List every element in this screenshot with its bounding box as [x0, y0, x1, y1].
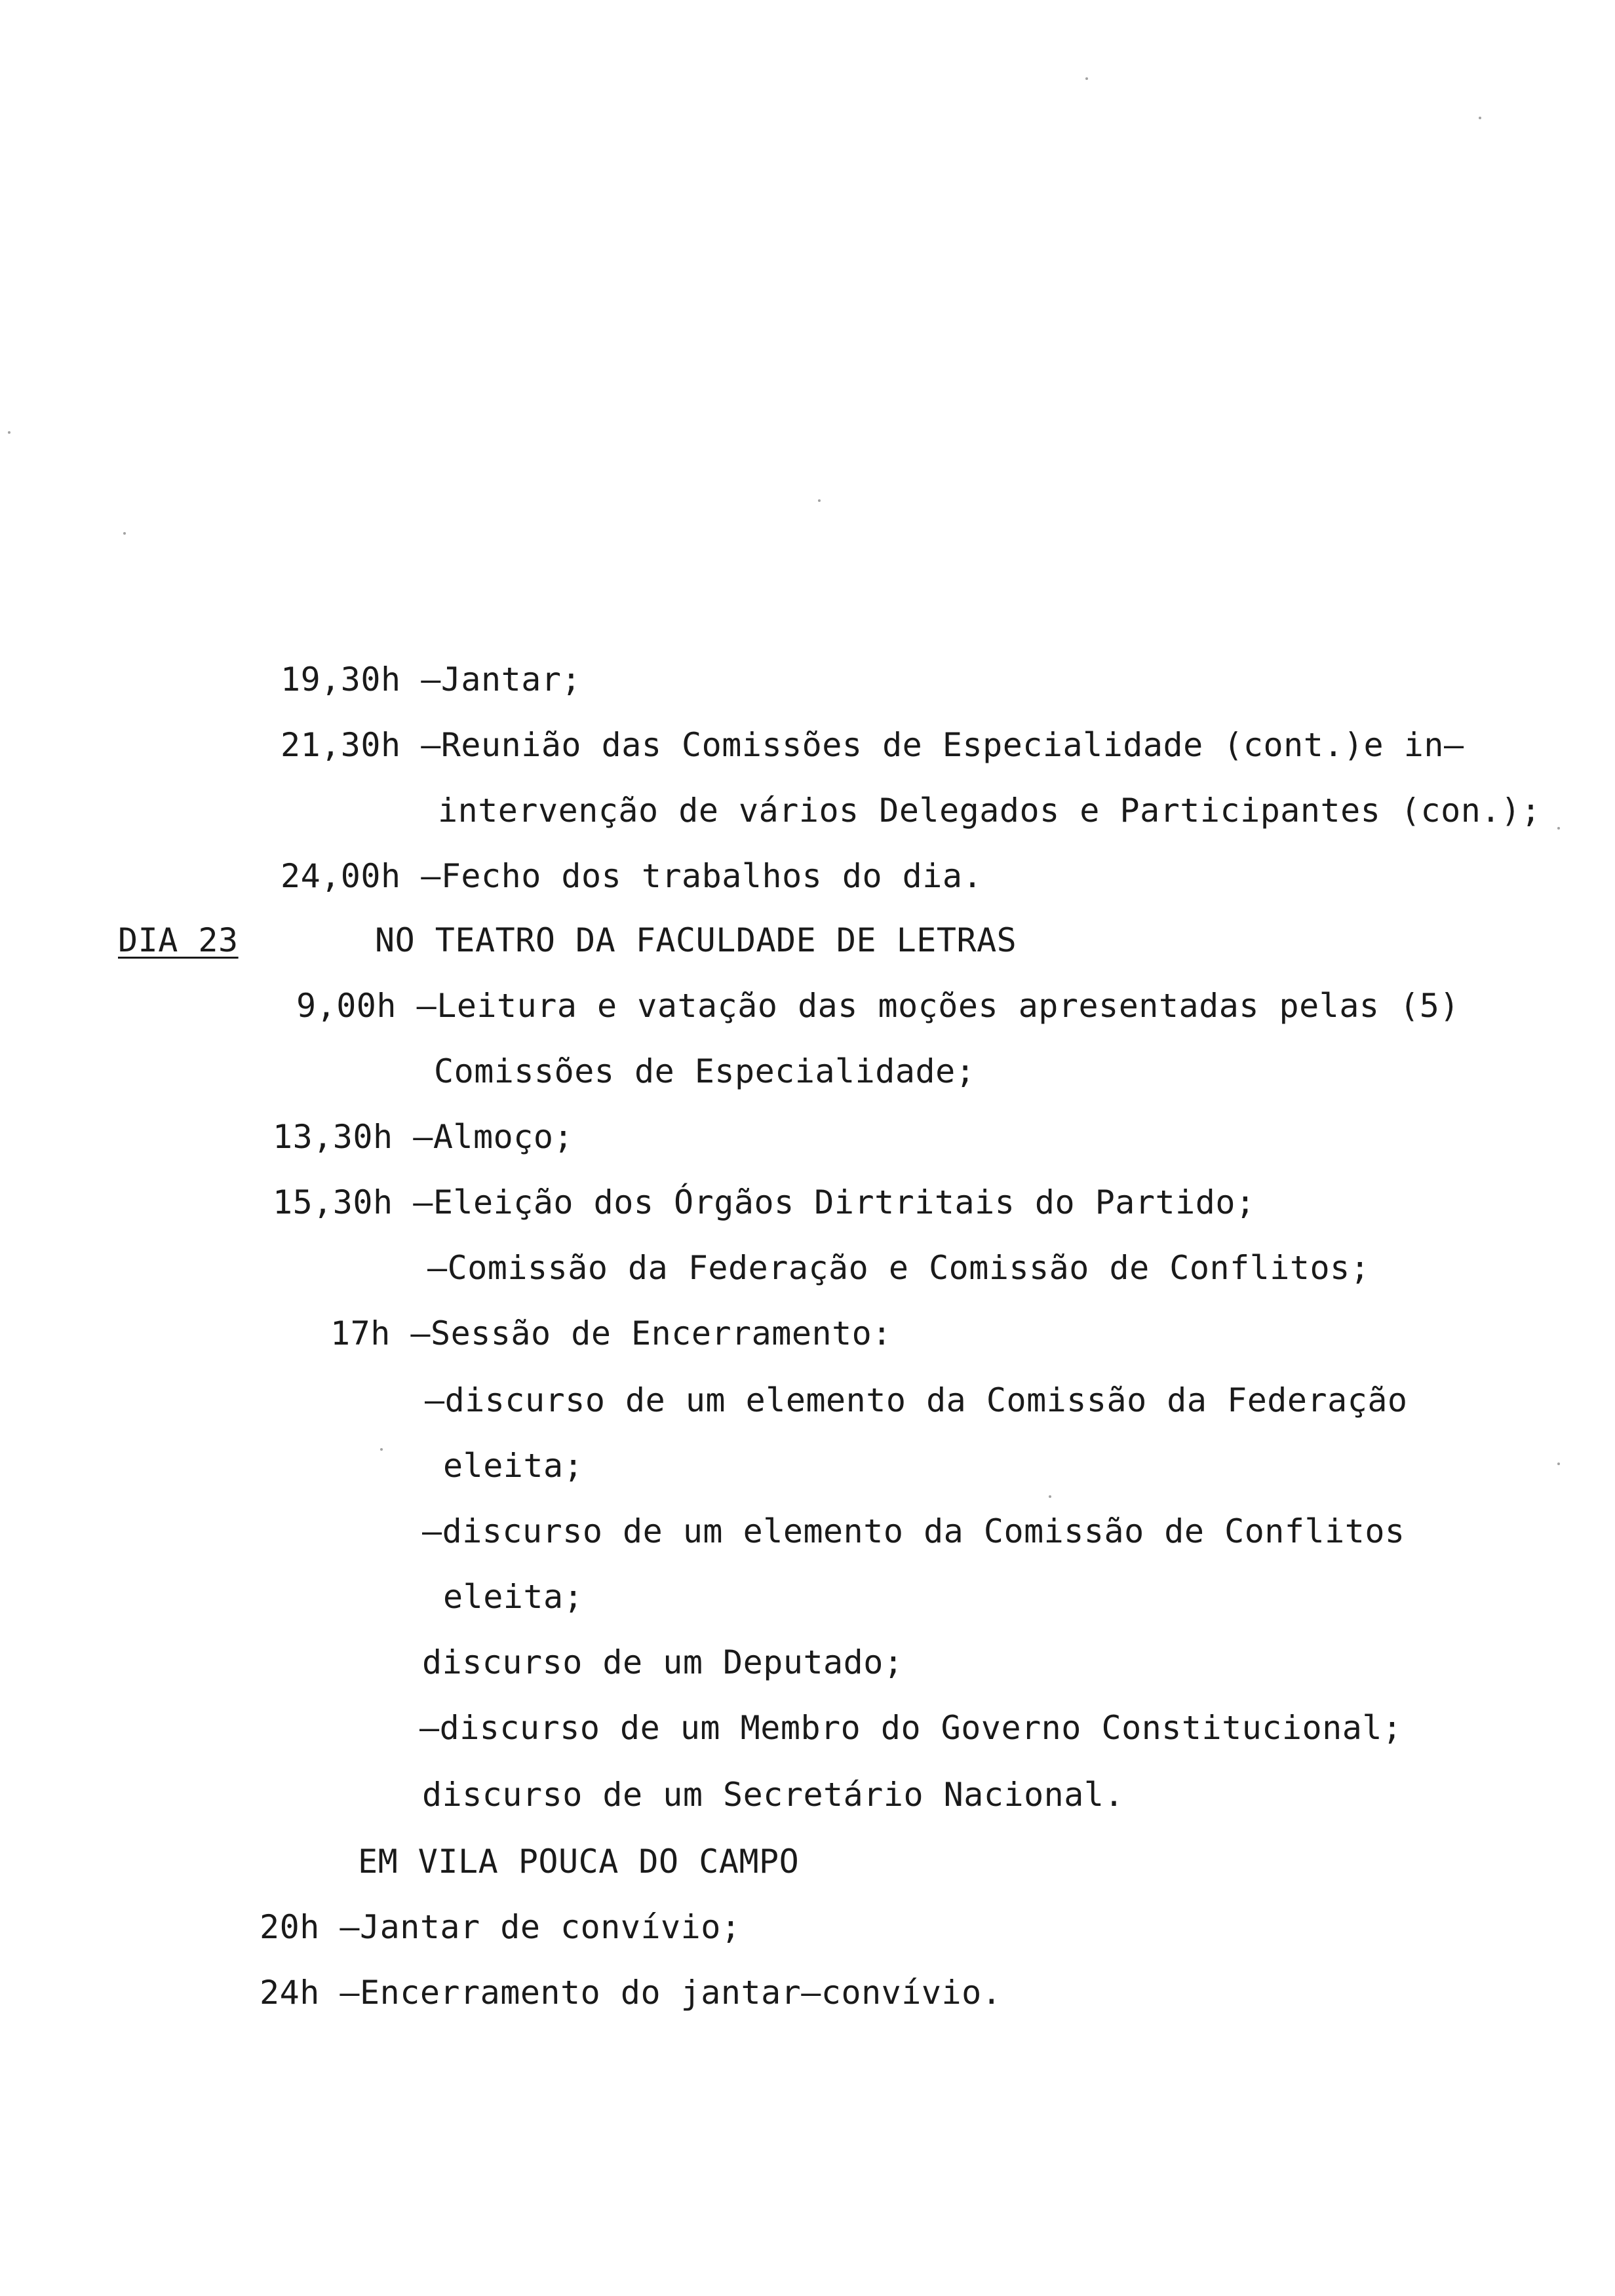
- schedule-line: 19,30h –Jantar;: [281, 660, 582, 698]
- venue-heading: EM VILA POUCA DO CAMPO: [358, 1843, 800, 1881]
- scan-speck: [123, 532, 126, 535]
- schedule-subitem: discurso de um Deputado;: [422, 1643, 904, 1681]
- schedule-line: 21,30h –Reunião das Comissões de Especialidade (cont.)e in–: [281, 726, 1464, 764]
- venue-heading: NO TEATRO DA FACULDADE DE LETRAS: [375, 921, 1017, 959]
- schedule-line: 17h –Sessão de Encerramento:: [330, 1314, 892, 1352]
- schedule-line-continuation: intervenção de vários Delegados e Participantes (con.);: [438, 792, 1542, 830]
- scan-speck: [1557, 1463, 1560, 1465]
- scan-speck: [1085, 77, 1088, 80]
- schedule-subitem: –discurso de um elemento da Comissão da Federação: [425, 1381, 1408, 1419]
- schedule-subitem-continuation: eleita;: [443, 1578, 584, 1616]
- schedule-line: 13,30h –Almoço;: [273, 1118, 574, 1156]
- scan-speck: [1479, 117, 1481, 119]
- schedule-subitem: –Comissão da Federação e Comissão de Conflitos;: [427, 1249, 1371, 1287]
- schedule-subitem: –discurso de um elemento da Comissão de Conflitos: [422, 1512, 1405, 1550]
- schedule-subitem: –discurso de um Membro do Governo Constitucional;: [419, 1709, 1403, 1747]
- schedule-line: 9,00h –Leitura e vatação das moções apresentadas pelas (5): [296, 987, 1460, 1025]
- schedule-line: 24,00h –Fecho dos trabalhos do dia.: [281, 857, 983, 895]
- scan-speck: [818, 499, 821, 502]
- scan-speck: [1557, 827, 1560, 830]
- schedule-subitem-continuation: eleita;: [443, 1447, 584, 1485]
- schedule-line: 15,30h –Eleição dos Órgãos Dirtritais do Partido;: [273, 1183, 1256, 1221]
- scan-speck: [380, 1448, 383, 1451]
- scan-speck: [8, 431, 10, 434]
- day-heading: DIA 23: [118, 921, 239, 959]
- schedule-line: 20h –Jantar de convívio;: [260, 1908, 741, 1946]
- scan-speck: [1049, 1495, 1051, 1498]
- schedule-line-continuation: Comissões de Especialidade;: [434, 1052, 976, 1090]
- schedule-subitem: discurso de um Secretário Nacional.: [422, 1776, 1125, 1814]
- schedule-line: 24h –Encerramento do jantar–convívio.: [260, 1974, 1002, 2012]
